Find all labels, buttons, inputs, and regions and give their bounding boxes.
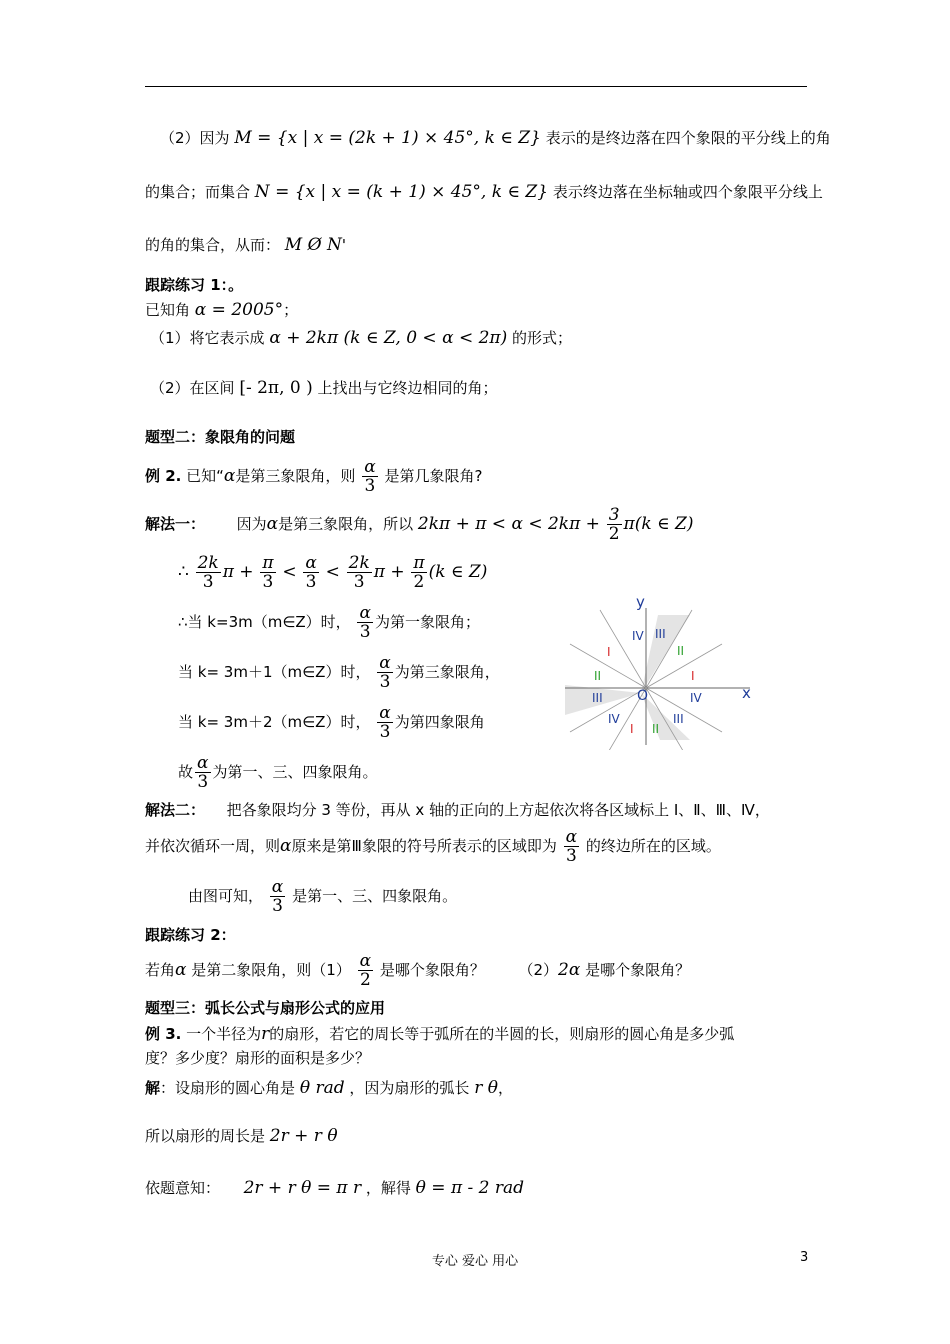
ex2-title	[145, 925, 236, 945]
region-label: II	[594, 669, 602, 683]
region-label: III	[655, 627, 666, 641]
text: 当 k= 3m＋2（m∈Z）时，	[178, 713, 371, 731]
example-2	[145, 452, 482, 500]
text: 是第一、三、四象限角。	[292, 887, 458, 905]
text: 由图可知，	[188, 887, 264, 905]
text: 题型二：象限角的问题	[145, 428, 296, 446]
conclusion	[178, 748, 378, 796]
condition-line	[145, 1178, 524, 1198]
p2-line3	[145, 235, 346, 255]
text: 跟踪练习 2：	[145, 926, 236, 944]
frac: $\frac{2k}{3}$	[348, 553, 370, 592]
radius-symbol: r	[261, 1024, 270, 1044]
subset-formula: M Ø N	[284, 235, 342, 255]
sol1-formula-end: π(k ∈ Z)	[623, 514, 694, 534]
region-label: IV	[608, 712, 620, 726]
text: （2）在区间	[150, 379, 235, 397]
text: <	[325, 562, 340, 582]
frac: $\frac{2k}{3}$	[197, 553, 219, 592]
text: '	[341, 236, 346, 254]
alpha-over-3: $\frac{\alpha}{3}$	[379, 703, 391, 742]
text: 跟踪练习 1：	[145, 276, 229, 294]
frac: $\frac{\pi}{3}$	[262, 553, 274, 592]
condition-formula: 2r + r θ = π r	[243, 1178, 362, 1198]
text: 已知角	[145, 301, 191, 319]
text: 度？多少度？扇形的面积是多少？	[145, 1049, 371, 1067]
header-rule	[145, 86, 807, 87]
alpha: α	[280, 836, 292, 856]
text: 解法一：	[145, 515, 206, 533]
type2-title	[145, 427, 295, 447]
frac: $\frac{\pi}{2}$	[413, 553, 425, 592]
text: 是哪个象限角？	[379, 961, 485, 979]
text: 故	[178, 763, 194, 781]
solution-3	[145, 1078, 513, 1098]
text: ，因为扇形的弧长	[349, 1079, 470, 1097]
text: 为第四象限角	[394, 713, 485, 731]
text: 是第三象限角，所以	[278, 515, 414, 533]
case-2	[178, 648, 500, 696]
set-n-formula: N = {x | x = (k + 1) × 45°, k ∈ Z}	[254, 182, 549, 202]
text: ：设扇形的圆心角是	[160, 1079, 296, 1097]
example-3-line1	[145, 1024, 734, 1044]
region-label: II	[677, 644, 685, 658]
text: 为第三象限角，	[394, 663, 500, 681]
two-alpha: 2α	[558, 960, 581, 980]
p2-line1	[160, 128, 831, 148]
text: (k ∈ Z)	[428, 562, 488, 582]
solution-2-line2	[145, 822, 721, 870]
alpha: α	[223, 466, 236, 486]
region-label: IV	[632, 629, 644, 643]
text: 是第三象限角，则	[235, 467, 356, 485]
text: 若角	[145, 961, 176, 979]
text: 。	[228, 276, 244, 294]
ex1-q1	[150, 328, 572, 348]
text: 是第几象限角?	[384, 467, 483, 485]
quadrant-diagram	[560, 590, 760, 750]
perimeter-line	[145, 1126, 338, 1146]
alpha: α	[266, 514, 279, 534]
interval-formula: [- 2π, 0 )	[239, 378, 313, 398]
text: 题型三：弧长公式与扇形公式的应用	[145, 999, 386, 1017]
text: 为第一象限角；	[374, 613, 480, 631]
text: ，解得	[365, 1179, 411, 1197]
text: 为第一、三、四象限角。	[212, 763, 378, 781]
text: （1）将它表示成	[150, 329, 265, 347]
x-axis-label: x	[742, 684, 751, 702]
theta-rad: θ rad	[299, 1078, 345, 1098]
text: 原来是第Ⅲ象限的符号所表示的区域即为	[291, 837, 557, 855]
text: 的形式；	[512, 329, 573, 347]
text: <	[282, 562, 297, 582]
region-label: I	[691, 669, 695, 683]
ex2-question	[145, 946, 690, 994]
page-number: 3	[800, 1250, 809, 1265]
text: 所以扇形的周长是	[145, 1127, 266, 1145]
text: 把各象限均分 3 等份，再从 x 轴的正向的上方起依次将各区域标上 I、Ⅱ、Ⅲ、Ⅳ，	[226, 801, 770, 819]
alpha-value: α = 2005°	[194, 300, 284, 320]
case-3	[178, 698, 485, 746]
form-formula: α + 2kπ (k ∈ Z, 0 < α < 2π)	[269, 328, 508, 348]
text: 例 3.	[145, 1025, 182, 1043]
therefore: ∴	[178, 562, 189, 582]
from-figure	[188, 872, 457, 920]
alpha-over-3: $\frac{\alpha}{3}$	[197, 753, 209, 792]
alpha-over-2: $\frac{\alpha}{2}$	[359, 951, 372, 990]
text: 的扇形，若它的周长等于弧所在的半圆的长，则扇形的圆心角是多少弧	[269, 1025, 735, 1043]
text: 是第二象限角，则（1）	[191, 961, 351, 979]
set-m-formula: M = {x | x = (2k + 1) × 45°, k ∈ Z}	[234, 128, 541, 148]
solution-1	[145, 500, 693, 548]
text: 一个半径为	[186, 1025, 262, 1043]
footer-text: 专心 爱心 用心	[431, 1254, 519, 1269]
text: 例 2.	[145, 467, 182, 485]
arc-length: r θ	[474, 1078, 498, 1098]
sol1-formula: 2kπ + π < α < 2kπ +	[417, 514, 600, 534]
text: ，	[497, 1079, 513, 1097]
perimeter-formula: 2r + r θ	[269, 1126, 338, 1146]
alpha-over-3: $\frac{\alpha}{3}$	[359, 603, 371, 642]
region-label: III	[673, 712, 684, 726]
inequality	[178, 548, 487, 596]
text: π +	[373, 562, 405, 582]
text: 上找出与它终边相同的角；	[317, 379, 498, 397]
text: （2）因为	[160, 129, 230, 147]
text: 的角的集合，从而：	[145, 236, 281, 254]
alpha-over-3: $\frac{\alpha}{3}$	[271, 877, 284, 916]
alpha-over-3: $\frac{\alpha}{3}$	[379, 653, 391, 692]
text: 表示的是终边落在四个象限的平分线上的角	[545, 129, 831, 147]
ex1-title	[145, 275, 243, 295]
text: 解法二：	[145, 801, 206, 819]
origin-label: O	[637, 688, 649, 704]
alpha-over-3: $\frac{\alpha}{3}$	[565, 827, 578, 866]
text: 解	[145, 1079, 161, 1097]
ex1-given	[145, 300, 298, 320]
region-label: I	[607, 645, 611, 659]
type3-title	[145, 998, 385, 1018]
y-axis-label: y	[636, 593, 645, 611]
region-label: II	[652, 722, 660, 736]
text: 已知“	[186, 467, 224, 485]
region-label: III	[592, 691, 603, 705]
shade-region-2	[565, 685, 641, 715]
example-3-line2	[145, 1048, 370, 1068]
region-label: IV	[690, 691, 702, 705]
text: 表示终边落在坐标轴或四个象限平分线上	[552, 183, 823, 201]
region-label: I	[630, 722, 634, 736]
theta-result: θ = π - 2 rad	[415, 1178, 525, 1198]
text: 依题意知：	[145, 1179, 221, 1197]
text: 的集合；而集合	[145, 183, 251, 201]
case-1	[178, 598, 480, 646]
frac: $\frac{\alpha}{3}$	[305, 553, 317, 592]
p2-line2	[145, 182, 823, 202]
text: π +	[222, 562, 254, 582]
text: （2）	[518, 961, 558, 979]
text: ；	[283, 301, 299, 319]
text: 当 k= 3m＋1（m∈Z）时，	[178, 663, 371, 681]
text: 的终边所在的区域。	[585, 837, 721, 855]
text: 并依次循环一周，则	[145, 837, 281, 855]
alpha-over-3: $\frac{\alpha}{3}$	[364, 457, 376, 496]
alpha: α	[175, 960, 187, 980]
three-halves: $\frac{3}{2}$	[608, 505, 620, 544]
text: 是哪个象限角？	[585, 961, 691, 979]
text: 因为	[236, 515, 267, 533]
solution-2-line1	[145, 800, 770, 820]
text: ∴当 k=3m（m∈Z）时，	[178, 613, 351, 631]
ex1-q2	[150, 378, 498, 398]
